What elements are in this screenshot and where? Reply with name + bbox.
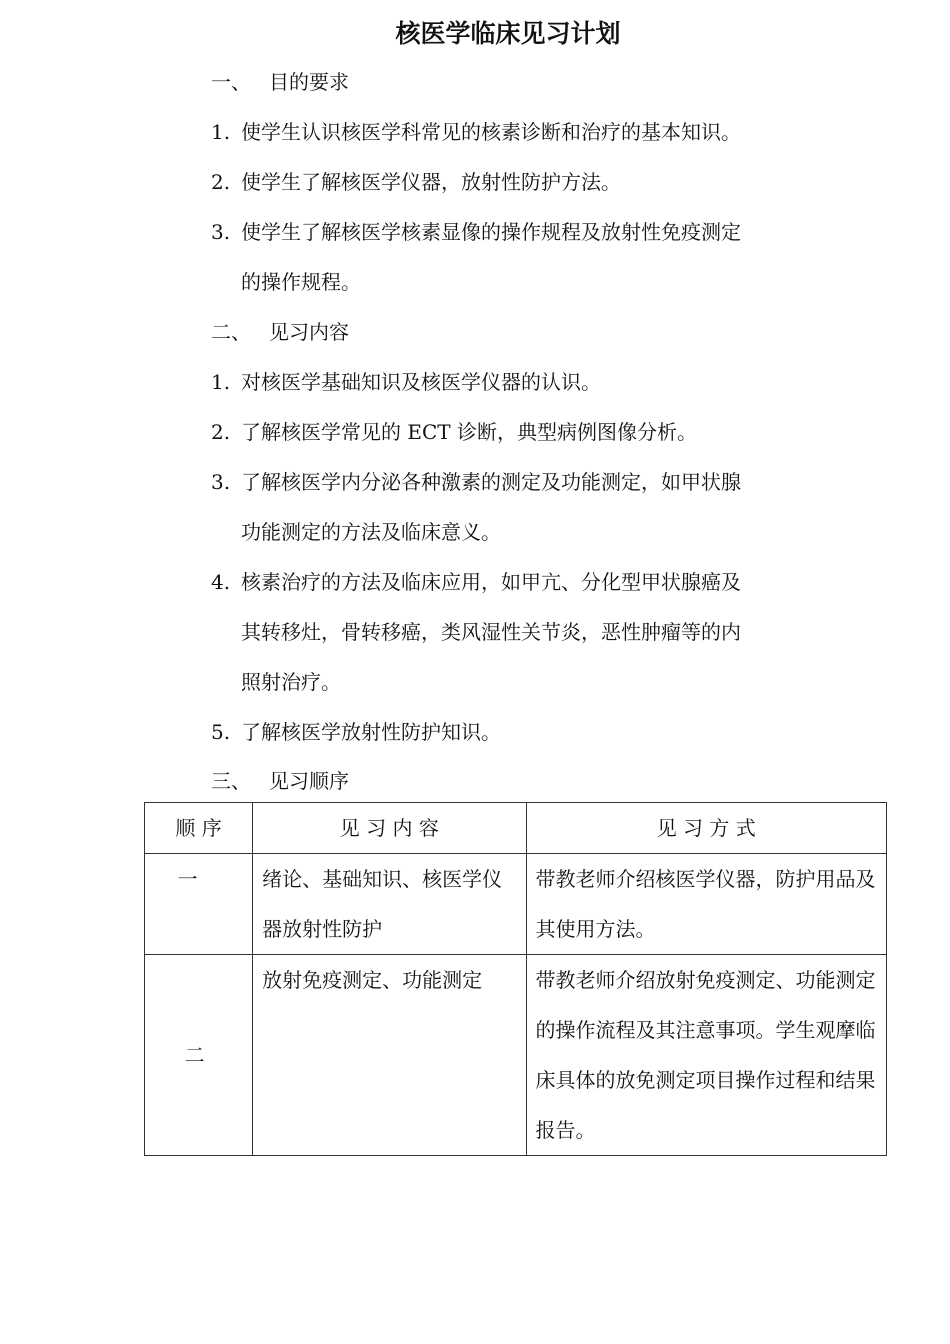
section-number: 二、 bbox=[211, 320, 251, 344]
table-row bbox=[145, 955, 887, 1156]
table-header-row bbox=[145, 803, 887, 854]
item-text-continued: 功能测定的方法及临床意义。 bbox=[241, 520, 501, 544]
section-title: 见习顺序 bbox=[269, 769, 349, 793]
item-text: 了解核医学放射性防护知识。 bbox=[241, 720, 501, 744]
cell-content: 放射免疫测定、功能测定 bbox=[253, 955, 526, 1156]
item-text: 使学生了解核医学仪器，放射性防护方法。 bbox=[241, 170, 621, 194]
header-method: 见 习 方 式 bbox=[526, 803, 887, 854]
item-number: 1. bbox=[211, 370, 231, 394]
list-item bbox=[211, 467, 741, 497]
section-heading-3 bbox=[211, 766, 349, 796]
table-row bbox=[145, 854, 887, 955]
section-title: 见习内容 bbox=[269, 320, 349, 344]
cell-order: 二 bbox=[145, 955, 253, 1156]
item-number: 2. bbox=[211, 170, 231, 194]
list-item bbox=[211, 417, 697, 447]
item-text: 了解核医学常见的 ECT 诊断，典型病例图像分析。 bbox=[241, 420, 697, 444]
list-item bbox=[211, 167, 621, 197]
cell-method: 带教老师介绍放射免疫测定、功能测定的操作流程及其注意事项。学生观摩临床具体的放免测定项目操作过程和结果报告。 bbox=[526, 955, 887, 1156]
item-number: 1. bbox=[211, 120, 231, 144]
item-number: 3. bbox=[211, 220, 231, 244]
section-number: 三、 bbox=[211, 769, 251, 793]
item-text-continued: 照射治疗。 bbox=[241, 670, 341, 694]
cell-method: 带教老师介绍核医学仪器，防护用品及其使用方法。 bbox=[526, 854, 887, 955]
section-heading-2 bbox=[211, 317, 349, 347]
item-text-continued: 其转移灶，骨转移癌，类风湿性关节炎，恶性肿瘤等的内 bbox=[241, 620, 741, 644]
item-text: 使学生认识核医学科常见的核素诊断和治疗的基本知识。 bbox=[241, 120, 741, 144]
item-number: 4. bbox=[211, 570, 231, 594]
item-number: 2. bbox=[211, 420, 231, 444]
header-content: 见 习 内 容 bbox=[253, 803, 526, 854]
list-item bbox=[211, 717, 501, 747]
item-number: 3. bbox=[211, 470, 231, 494]
cell-content: 绪论、基础知识、核医学仪器放射性防护 bbox=[253, 854, 526, 955]
item-text: 使学生了解核医学核素显像的操作规程及放射性免疫测定 bbox=[241, 220, 741, 244]
section-heading-1 bbox=[211, 67, 349, 97]
header-order: 顺 序 bbox=[145, 803, 253, 854]
item-text: 核素治疗的方法及临床应用，如甲亢、分化型甲状腺癌及 bbox=[241, 570, 741, 594]
cell-order: 一 bbox=[145, 854, 253, 955]
section-title: 目的要求 bbox=[269, 70, 349, 94]
document-title: 核医学临床见习计划 bbox=[395, 19, 621, 48]
list-item bbox=[211, 367, 601, 397]
item-text: 对核医学基础知识及核医学仪器的认识。 bbox=[241, 370, 601, 394]
section-number: 一、 bbox=[211, 70, 251, 94]
list-item bbox=[211, 217, 741, 247]
list-item bbox=[211, 117, 741, 147]
item-text-continued: 的操作规程。 bbox=[241, 270, 361, 294]
schedule-table bbox=[144, 802, 887, 1156]
item-text: 了解核医学内分泌各种激素的测定及功能测定，如甲状腺 bbox=[241, 470, 741, 494]
list-item bbox=[211, 567, 741, 597]
item-number: 5. bbox=[211, 720, 231, 744]
